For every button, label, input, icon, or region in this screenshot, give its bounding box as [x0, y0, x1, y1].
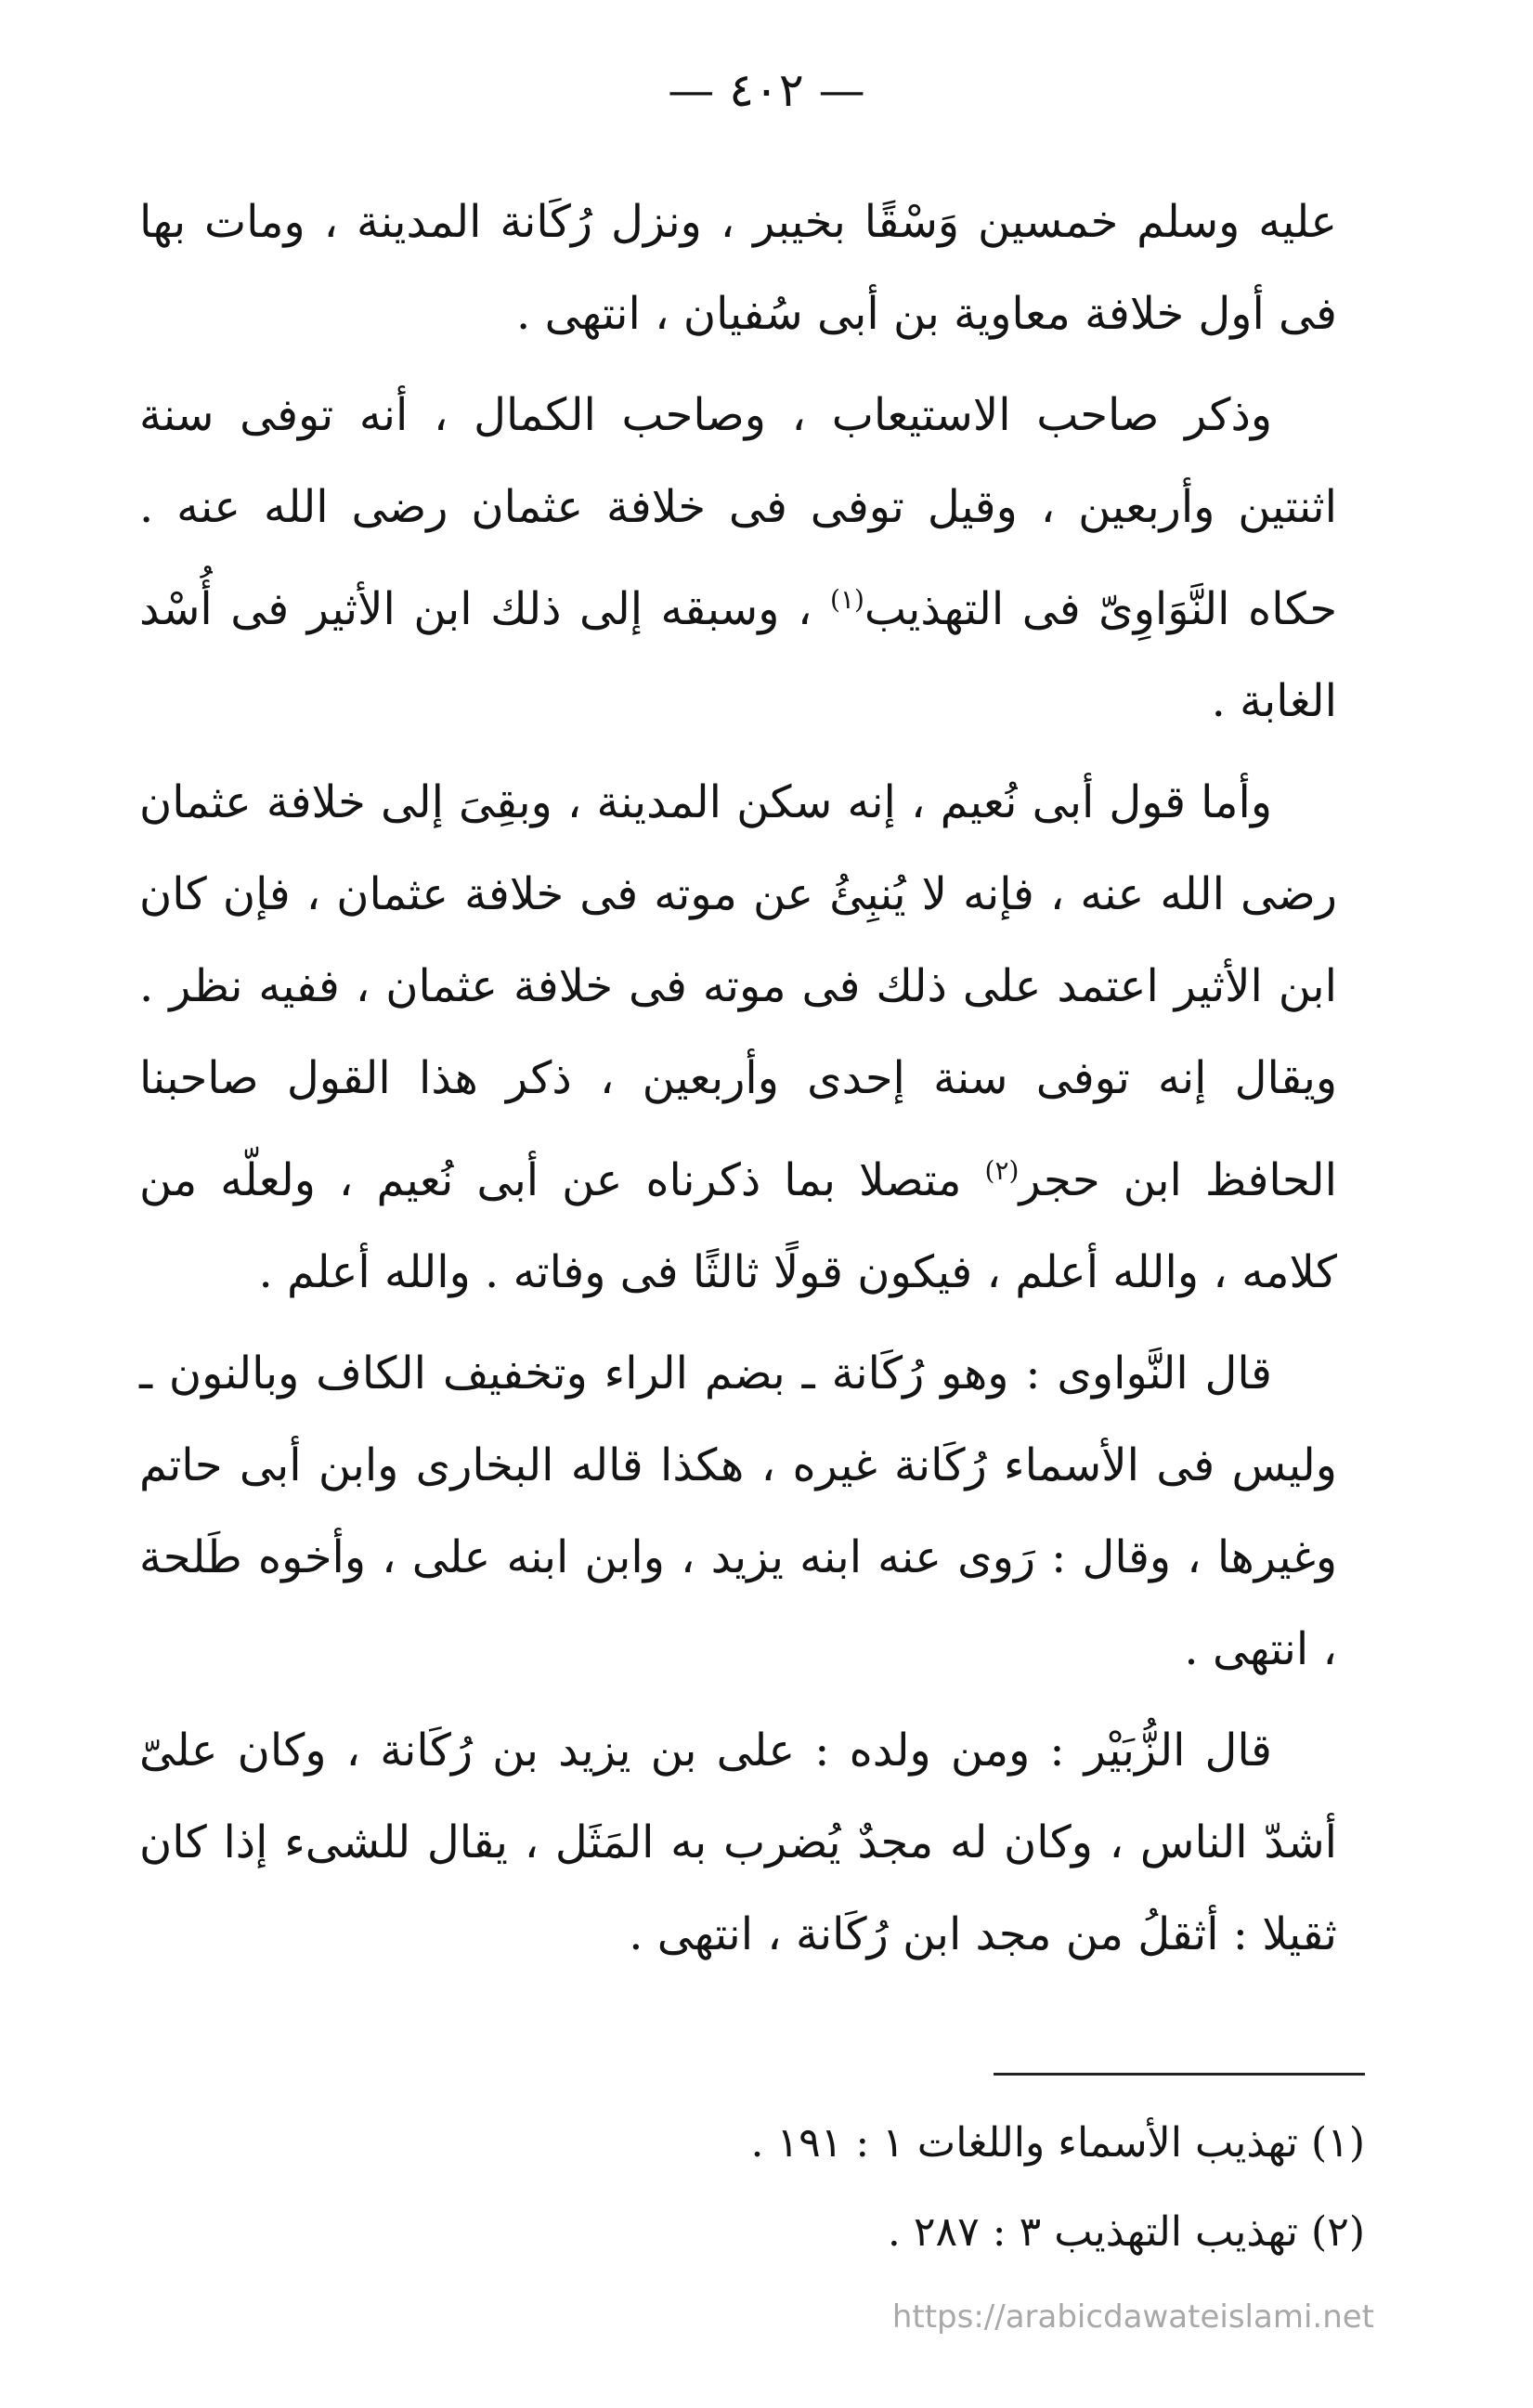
paragraph-5: قال الزُّبَيْر : ومن ولده : على بن يزيد بن رُكَانة ، وكان علىّ أشدّ الناس ، وكان له مجدٌ يُضرب به المَثَل ، يقال للشىء إذا كان ثقيلا : أثقلُ من مجد ابن رُكَانة ، انتهى . [139, 1725, 1337, 1960]
paragraph-2-tail: ، وسبقه إلى ذلك ابن الأثير فى أُسْد الغابة . [139, 583, 1337, 727]
paragraph-3-text: وأما قول أبى نُعيم ، إنه سكن المدينة ، وبقِىَ إلى خلافة عثمان رضى الله عنه ، فإنه لا يُنبِئُ عن موته فى خلافة عثمان ، فإن كان ابن الأثير اعتمد على ذلك فى موته فى خلافة عثمان ، ففيه نظر . ويقال إنه توفى سنة إحدى وأربعين ، ذكر هذا القول صاحبنا الحافظ ابن حجر [139, 776, 1337, 1206]
main-text [139, 176, 1337, 1990]
footnote-1: (١) تهذيب الأسماء واللغات ١ : ١٩١ . [750, 2119, 1365, 2167]
paragraph-4: قال النَّواوى : وهو رُكَانة ـ بضم الراء وتخفيف الكاف وبالنون ـ وليس فى الأسماء رُكَانة غيره ، هكذا قاله البخارى وابن أبى حاتم وغيرها ، وقال : رَوى عنه ابنه يزيد ، وابن ابنه على ، وأخوه طَلحة ، انتهى . [139, 1347, 1338, 1675]
footnote-2: (٢) تهذيب التهذيب ٣ : ٢٨٧ . [887, 2208, 1365, 2256]
paragraph-2 [139, 370, 1337, 748]
paragraph-2-text: وذكر صاحب الاستيعاب ، وصاحب الكمال ، أنه توفى سنة اثنتين وأربعين ، وقيل توفى فى خلافة عثمان رضى الله عنه . حكاه النَّوَاوِىّ فى التهذيب [139, 389, 1337, 635]
footnote-ref-1: (١) [830, 584, 864, 615]
footnote-ref-2: (٢) [984, 1155, 1020, 1186]
watermark-url: https://arabicdawateislami.net [891, 2298, 1374, 2336]
paragraph-3 [139, 757, 1337, 1319]
paragraph-1: عليه وسلم خمسين وَسْقًا بخيبر ، ونزل رُكَانة المدينة ، ومات بها فى أول خلافة معاوية بن أبى سُفيان ، انتهى . [139, 196, 1337, 340]
footnotes [557, 2099, 1365, 2277]
footnote-divider [994, 2073, 1365, 2076]
paragraph-3-tail: متصلا بما ذكرناه عن أبى نُعيم ، ولعلّه من كلامه ، والله أعلم ، فيكون قولًا ثالثًا فى وفاته . والله أعلم . [139, 1154, 1337, 1298]
page-number: — ٤٠٢ — [668, 63, 865, 117]
